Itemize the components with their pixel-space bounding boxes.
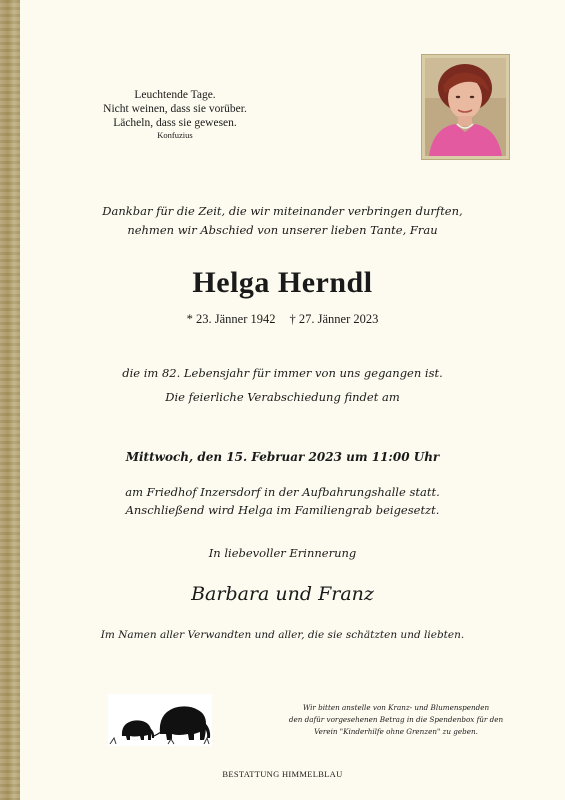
location-line: Anschließend wird Helga im Familiengrab beigesetzt.: [125, 503, 440, 517]
elephant-family-icon: [108, 694, 212, 746]
quote-line: Leuchtende Tage.: [134, 89, 216, 101]
birth-date: * 23. Jänner 1942: [186, 312, 276, 326]
death-date: † 27. Jänner 2023: [289, 312, 379, 326]
donation-note: [276, 702, 516, 738]
intro-text: [20, 202, 545, 240]
closing-text: Im Namen aller Verwandten und aller, die sie schätzten und liebten.: [100, 629, 465, 641]
quote-line: Lächeln, dass sie gewesen.: [113, 117, 237, 129]
intro-line: nehmen wir Abschied von unserer lieben Tante, Frau: [127, 223, 438, 237]
portrait-photo: [425, 58, 506, 156]
ceremony-intro: Die feierliche Verabschiedung findet am: [165, 390, 400, 404]
intro-line: Dankbar für die Zeit, die wir miteinander verbringen durften,: [102, 204, 463, 218]
life-dates: [20, 312, 545, 327]
donation-line: Verein "Kinderhilfe ohne Grenzen" zu geben.: [314, 727, 478, 736]
location-line: am Friedhof Inzersdorf in der Aufbahrungshalle statt.: [125, 485, 440, 499]
quote-author: Konfuzius: [157, 130, 193, 140]
donation-line: den dafür vorgesehenen Betrag in die Spendenbox für den: [288, 715, 504, 724]
decorative-border: [0, 0, 20, 800]
quote-block: [80, 88, 270, 141]
donation-line: Wir bitten anstelle von Kranz- und Blumenspenden: [302, 703, 490, 712]
ceremony-datetime: Mittwoch, den 15. Februar 2023 um 11:00 Uhr: [125, 450, 440, 464]
ceremony-location: [20, 483, 545, 519]
memory-text: In liebevoller Erinnerung: [208, 546, 357, 560]
quote-line: Nicht weinen, dass sie vorüber.: [103, 103, 247, 115]
signers: Barbara und Franz: [191, 583, 374, 605]
age-text: die im 82. Lebensjahr für immer von uns gegangen ist.: [122, 366, 443, 380]
deceased-name: Helga Herndl: [192, 266, 373, 299]
portrait-icon: [425, 58, 506, 156]
funeral-home-name: BESTATTUNG HIMMELBLAU: [222, 769, 343, 779]
elephant-logo: [108, 694, 212, 746]
portrait-frame: [421, 54, 510, 160]
